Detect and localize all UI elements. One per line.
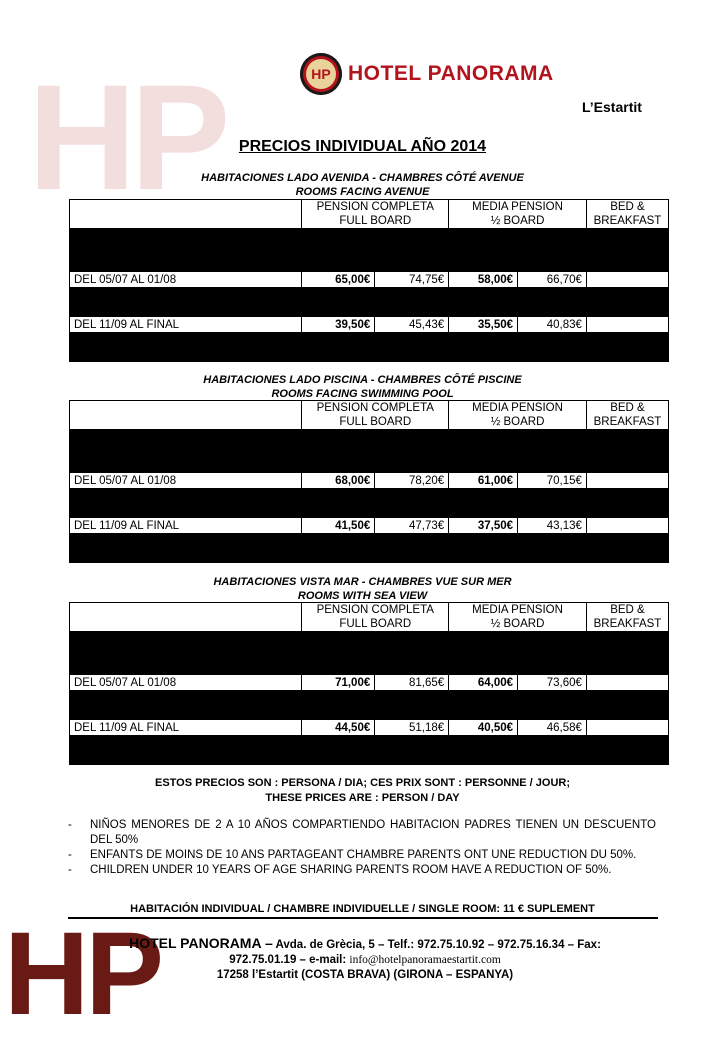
list-item-text: CHILDREN UNDER 10 YEARS OF AGE SHARING PARENTS ROOM HAVE A REDUCTION OF 50%.	[90, 864, 612, 876]
price-cell: 51,18€	[375, 720, 449, 736]
period-cell: DEL 11/09 AL FINAL	[70, 317, 302, 333]
header-label: PENSION COMPLETA	[316, 402, 434, 414]
header-label: ½ BOARD	[490, 215, 545, 227]
watermark-hp-bottom: HP	[4, 908, 160, 1040]
discount-list	[68, 818, 656, 878]
header-label: BED &	[610, 201, 645, 213]
page-title: PRECIOS INDIVIDUAL AÑO 2014	[238, 138, 487, 155]
price-cell: 68,00€	[302, 473, 375, 489]
header-half-board	[449, 200, 587, 229]
prices-note	[0, 776, 725, 806]
single-room-supplement: HABITACIÓN INDIVIDUAL / CHAMBRE INDIVIDUELLE / SINGLE ROOM: 11 € SUPLEMENT	[130, 903, 595, 915]
redacted-row	[70, 333, 669, 362]
header-period-cell	[70, 401, 302, 430]
header-label: PENSION COMPLETA	[316, 201, 434, 213]
table-header-row	[70, 603, 669, 632]
price-cell: 65,00€	[302, 272, 375, 288]
list-item	[68, 818, 656, 848]
price-cell	[586, 272, 668, 288]
period-cell: DEL 05/07 AL 01/08	[70, 675, 302, 691]
section-title-line-1: HABITACIONES LADO PISCINA - CHAMBRES CÔTÉ PISCINE	[203, 374, 522, 386]
redacted-row	[70, 691, 669, 720]
locality: L’Estartit	[582, 99, 642, 115]
period-cell: DEL 05/07 AL 01/08	[70, 473, 302, 489]
price-cell: 37,50€	[449, 518, 518, 534]
header-bed-breakfast	[586, 401, 668, 430]
hotel-logo	[300, 53, 342, 95]
price-cell: 81,65€	[375, 675, 449, 691]
header-label: BREAKFAST	[593, 215, 662, 227]
list-item-text: NIÑOS MENORES DE 2 A 10 AÑOS COMPARTIENDO HABITACION PADRES TIENEN UN DESCUENTO DEL 50%	[90, 819, 656, 846]
price-cell: 40,50€	[449, 720, 518, 736]
price-cell: 74,75€	[375, 272, 449, 288]
price-cell	[586, 317, 668, 333]
header-label: MEDIA PENSION	[472, 604, 563, 616]
redacted-row	[70, 632, 669, 675]
header-full-board	[302, 401, 449, 430]
header-label: BED &	[610, 604, 645, 616]
list-item-text: ENFANTS DE MOINS DE 10 ANS PARTAGEANT CHAMBRE PARENTS ONT UNE REDUCTION DU 50%.	[90, 849, 637, 861]
price-cell	[586, 518, 668, 534]
header-bed-breakfast	[586, 200, 668, 229]
section-title-pool	[0, 373, 725, 401]
bullet-dash: -	[68, 819, 72, 831]
header-half-board	[449, 401, 587, 430]
price-cell: 45,43€	[375, 317, 449, 333]
header-half-board	[449, 603, 587, 632]
redacted-row	[70, 229, 669, 272]
bullet-dash: -	[68, 864, 72, 876]
section-title-line-2: ROOMS WITH SEA VIEW	[297, 590, 428, 602]
header-period-cell	[70, 603, 302, 632]
section-title-sea-view	[0, 575, 725, 603]
footer-email-link[interactable]: info@hotelpanoramaestartit.com	[349, 954, 501, 966]
price-cell: 64,00€	[449, 675, 518, 691]
header-label: FULL BOARD	[339, 215, 412, 227]
footer-contact	[100, 936, 630, 983]
footer-line-2	[100, 953, 630, 968]
rates-table-pool	[69, 400, 669, 563]
section-title-line-1: HABITACIONES LADO AVENIDA - CHAMBRES CÔTÉ AVENUE	[201, 172, 524, 184]
bullet-dash: -	[68, 849, 72, 861]
redacted-row	[70, 489, 669, 518]
header-label: BREAKFAST	[593, 618, 662, 630]
table-row	[70, 272, 669, 288]
header-label: ½ BOARD	[490, 618, 545, 630]
price-cell: 41,50€	[302, 518, 375, 534]
price-cell: 47,73€	[375, 518, 449, 534]
list-item	[68, 863, 656, 878]
rates-table-sea-view	[69, 602, 669, 765]
header-label: FULL BOARD	[339, 618, 412, 630]
footer-fax-email-label: 972.75.01.19 – e-mail:	[229, 954, 350, 966]
header-bed-breakfast	[586, 603, 668, 632]
header-full-board	[302, 603, 449, 632]
price-cell	[586, 473, 668, 489]
footer-line-3: 17258 l’Estartit (COSTA BRAVA) (GIRONA – ESPANYA)	[216, 969, 514, 981]
footer-line-1	[100, 936, 630, 953]
hotel-name: HOTEL PANORAMA	[348, 62, 554, 85]
price-cell: 43,13€	[518, 518, 587, 534]
period-cell: DEL 05/07 AL 01/08	[70, 272, 302, 288]
table-row	[70, 317, 669, 333]
price-cell: 73,60€	[518, 675, 587, 691]
section-title-line-2: ROOMS FACING AVENUE	[295, 186, 430, 198]
price-cell	[586, 720, 668, 736]
table-row	[70, 473, 669, 489]
list-item	[68, 848, 656, 863]
redacted-row	[70, 288, 669, 317]
table-header-row	[70, 200, 669, 229]
redacted-row	[70, 430, 669, 473]
price-cell: 61,00€	[449, 473, 518, 489]
watermark-hp-top: HP	[28, 53, 225, 221]
header-label: MEDIA PENSION	[472, 201, 563, 213]
redacted-row	[70, 736, 669, 765]
section-title-line-2: ROOMS FACING SWIMMING POOL	[271, 388, 454, 400]
footer-hotel-name: HOTEL PANORAMA –	[129, 935, 273, 951]
price-cell: 35,50€	[449, 317, 518, 333]
rates-table-avenue	[69, 199, 669, 362]
header-label: ½ BOARD	[490, 416, 545, 428]
price-cell: 71,00€	[302, 675, 375, 691]
price-cell: 40,83€	[518, 317, 587, 333]
divider	[68, 917, 658, 919]
table-header-row	[70, 401, 669, 430]
price-cell: 44,50€	[302, 720, 375, 736]
logo-text: HP	[306, 59, 336, 89]
header-label: MEDIA PENSION	[472, 402, 563, 414]
prices-note-line-2: THESE PRICES ARE : PERSON / DAY	[265, 792, 460, 804]
table-row	[70, 720, 669, 736]
redacted-row	[70, 534, 669, 563]
table-row	[70, 518, 669, 534]
section-title-avenue	[0, 171, 725, 199]
prices-note-line-1: ESTOS PRECIOS SON : PERSONA / DIA; CES PRIX SONT : PERSONNE / JOUR;	[154, 777, 570, 789]
table-row	[70, 675, 669, 691]
header-label: BREAKFAST	[593, 416, 662, 428]
price-cell: 58,00€	[449, 272, 518, 288]
header-label: PENSION COMPLETA	[316, 604, 434, 616]
header-full-board	[302, 200, 449, 229]
period-cell: DEL 11/09 AL FINAL	[70, 518, 302, 534]
price-cell: 39,50€	[302, 317, 375, 333]
price-cell: 66,70€	[518, 272, 587, 288]
price-cell: 46,58€	[518, 720, 587, 736]
price-cell: 70,15€	[518, 473, 587, 489]
header-label: BED &	[610, 402, 645, 414]
header-period-cell	[70, 200, 302, 229]
footer-address: Avda. de Grècia, 5 – Telf.: 972.75.10.92 – 972.75.16.34 – Fax:	[272, 939, 601, 951]
section-title-line-1: HABITACIONES VISTA MAR - CHAMBRES VUE SUR MER	[213, 576, 512, 588]
period-cell: DEL 11/09 AL FINAL	[70, 720, 302, 736]
header-label: FULL BOARD	[339, 416, 412, 428]
price-cell: 78,20€	[375, 473, 449, 489]
price-cell	[586, 675, 668, 691]
